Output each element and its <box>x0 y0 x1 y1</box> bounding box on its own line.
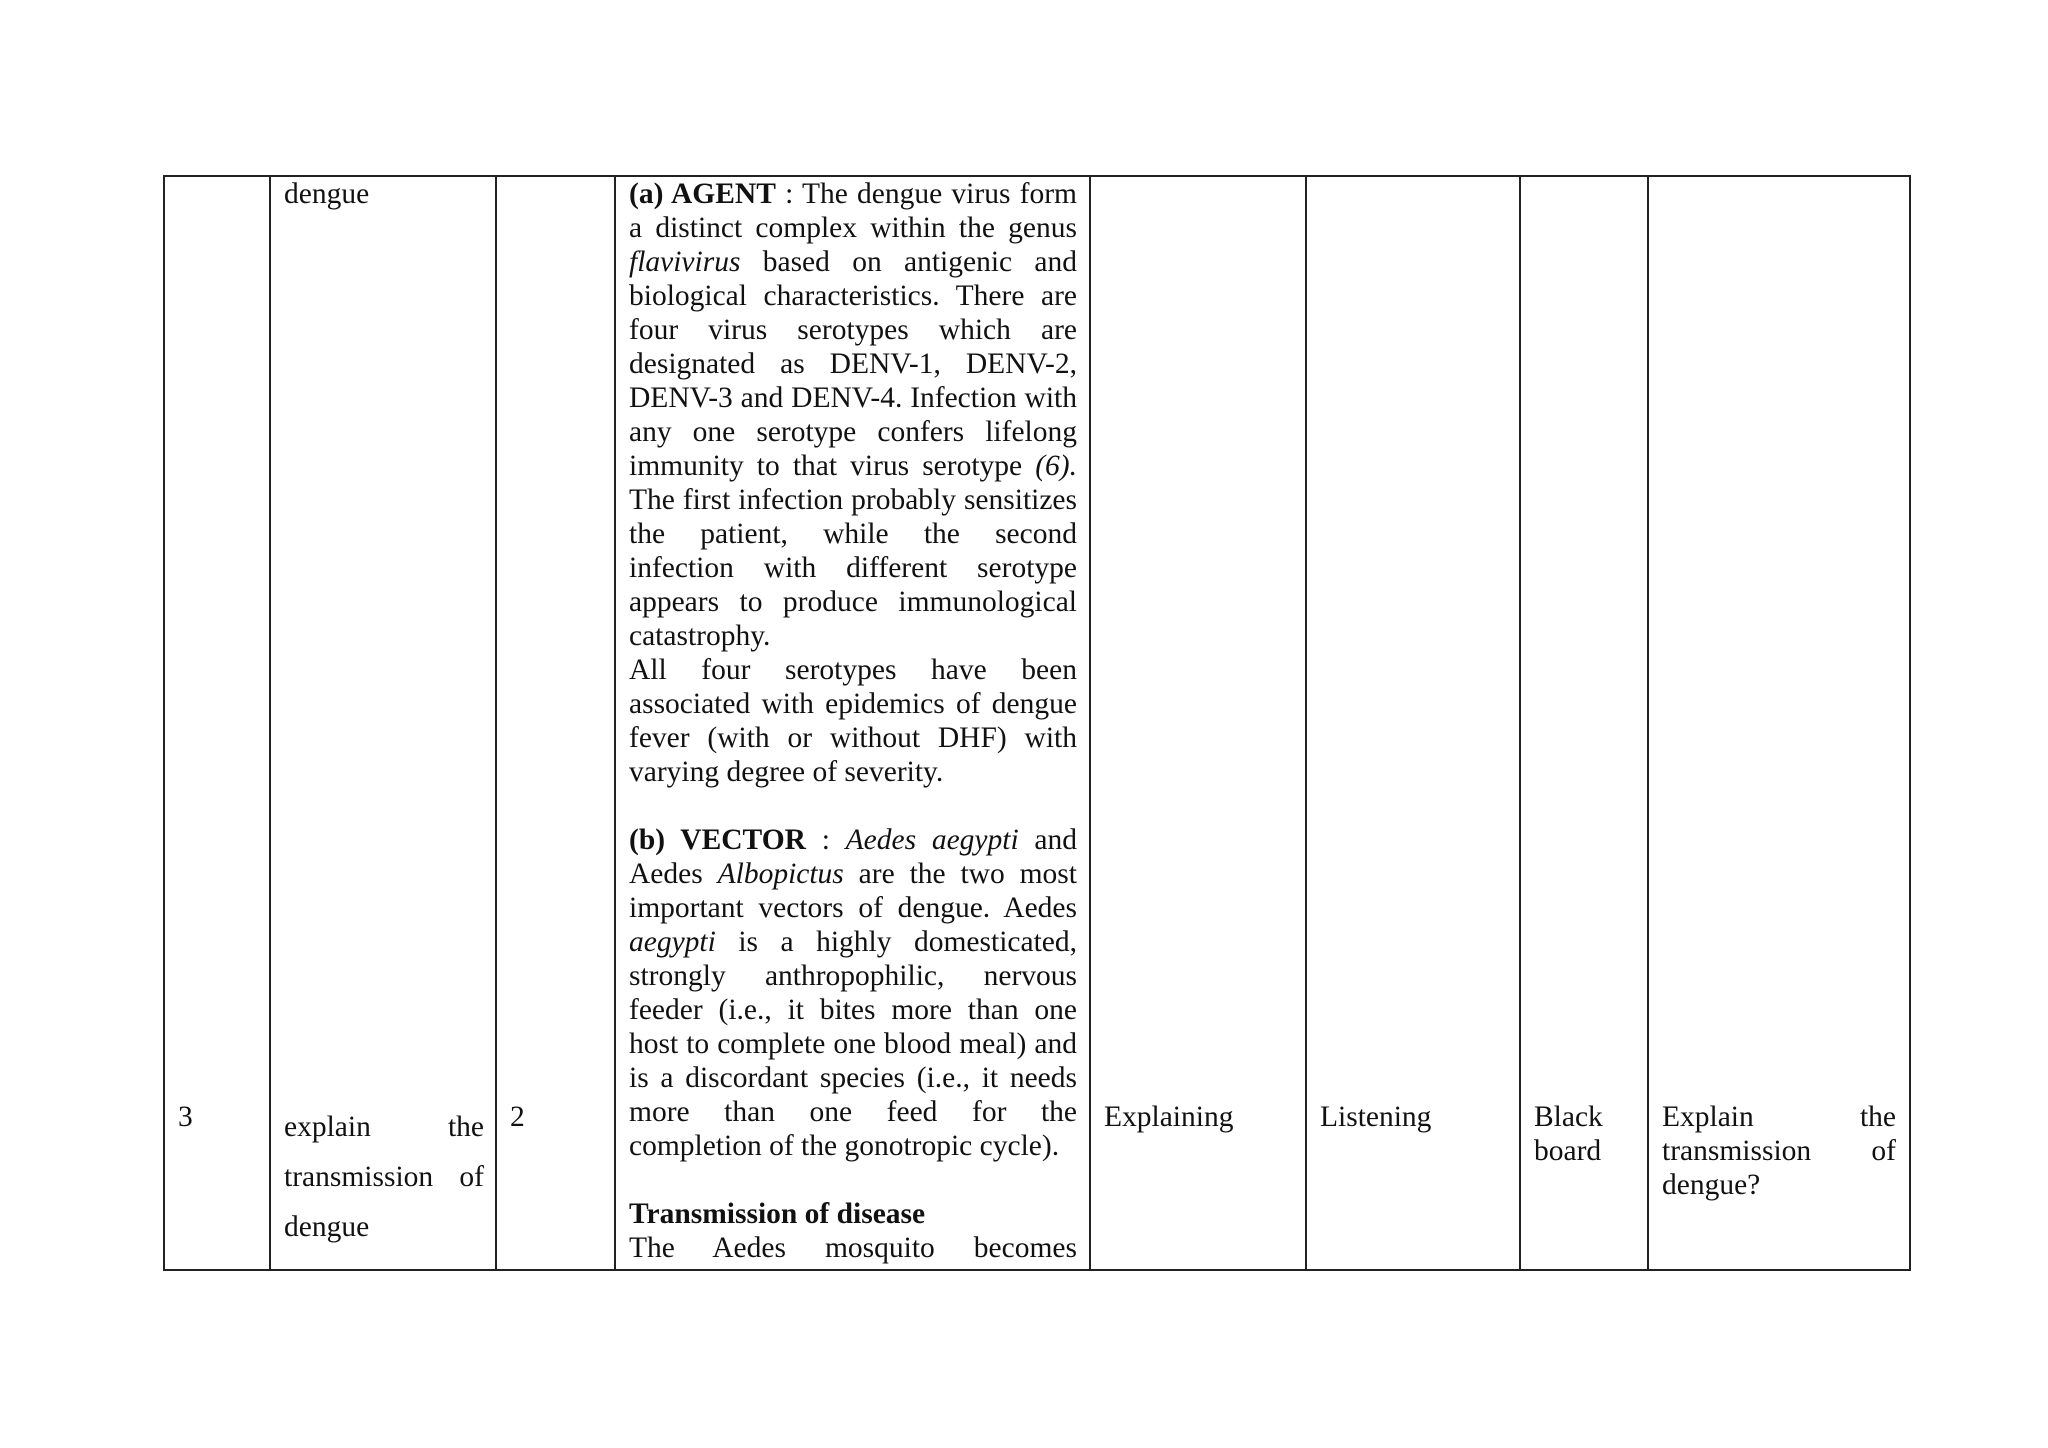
duration-text: 2 <box>510 1101 525 1133</box>
vector-heading: (b) VECTOR <box>629 824 806 856</box>
genus-name: flavivirus <box>629 246 741 278</box>
objective-cell <box>270 176 496 1270</box>
agent-paragraph: (a) AGENT : The dengue virus form a distinct complex within the genus flavivirus based on antigenic and biological characteristics. There are four virus serotypes which are designated as DENV-1, DENV-2, DENV-3 and DENV-4. Infection with any one serotype confers lifelong immunity to that virus serotype (6). The first infection probably sensitizes the patient, while the second infection with different serotype appears to produce immunological catastrophy. <box>629 178 1077 652</box>
content-body <box>629 177 1077 1265</box>
lesson-plan-table <box>163 175 1911 1271</box>
species-name: aegypti <box>629 926 716 958</box>
teaching-aid-cell <box>1520 176 1648 1270</box>
table-row <box>164 176 1910 1270</box>
row-number: 3 <box>178 1101 193 1133</box>
serotypes-paragraph: All four serotypes have been associated with epidemics of dengue fever (with or without DHF) with varying degree of severity. <box>629 654 1077 788</box>
student-activity-text: Listening <box>1320 1101 1432 1133</box>
vector-paragraph: (b) VECTOR : Aedes aegypti and Aedes Albopictus are the two most important vectors of dengue. Aedes aegypti is a highly domesticated, strongly anthropophilic, nervous feeder (i.e., it bites more than one host to complete one blood meal) and is a discordant species (i.e., it needs more than one feed for the completion of the gonotropic cycle). <box>629 824 1077 1162</box>
species-name: Albopictus <box>717 858 844 890</box>
teaching-aid-text: Black board <box>1534 1101 1603 1167</box>
student-activity-cell <box>1306 176 1520 1270</box>
content-cell <box>615 176 1090 1270</box>
objective-top-text: dengue <box>284 178 370 210</box>
evaluation-cell <box>1648 176 1910 1270</box>
duration-cell <box>496 176 615 1270</box>
agent-heading: (a) AGENT <box>629 178 776 210</box>
teacher-activity-cell <box>1090 176 1306 1270</box>
species-name: Aedes aegypti <box>845 824 1019 856</box>
citation: (6). <box>1035 450 1077 482</box>
number-cell <box>164 176 270 1270</box>
objective-text: explain the transmission of dengue <box>284 1111 484 1243</box>
transmission-heading: Transmission of disease <box>629 1198 926 1230</box>
teacher-activity-text: Explaining <box>1104 1101 1234 1133</box>
evaluation-text: Explain the transmission of dengue? <box>1662 1101 1896 1201</box>
transmission-text: The Aedes mosquito becomes <box>629 1232 1077 1264</box>
